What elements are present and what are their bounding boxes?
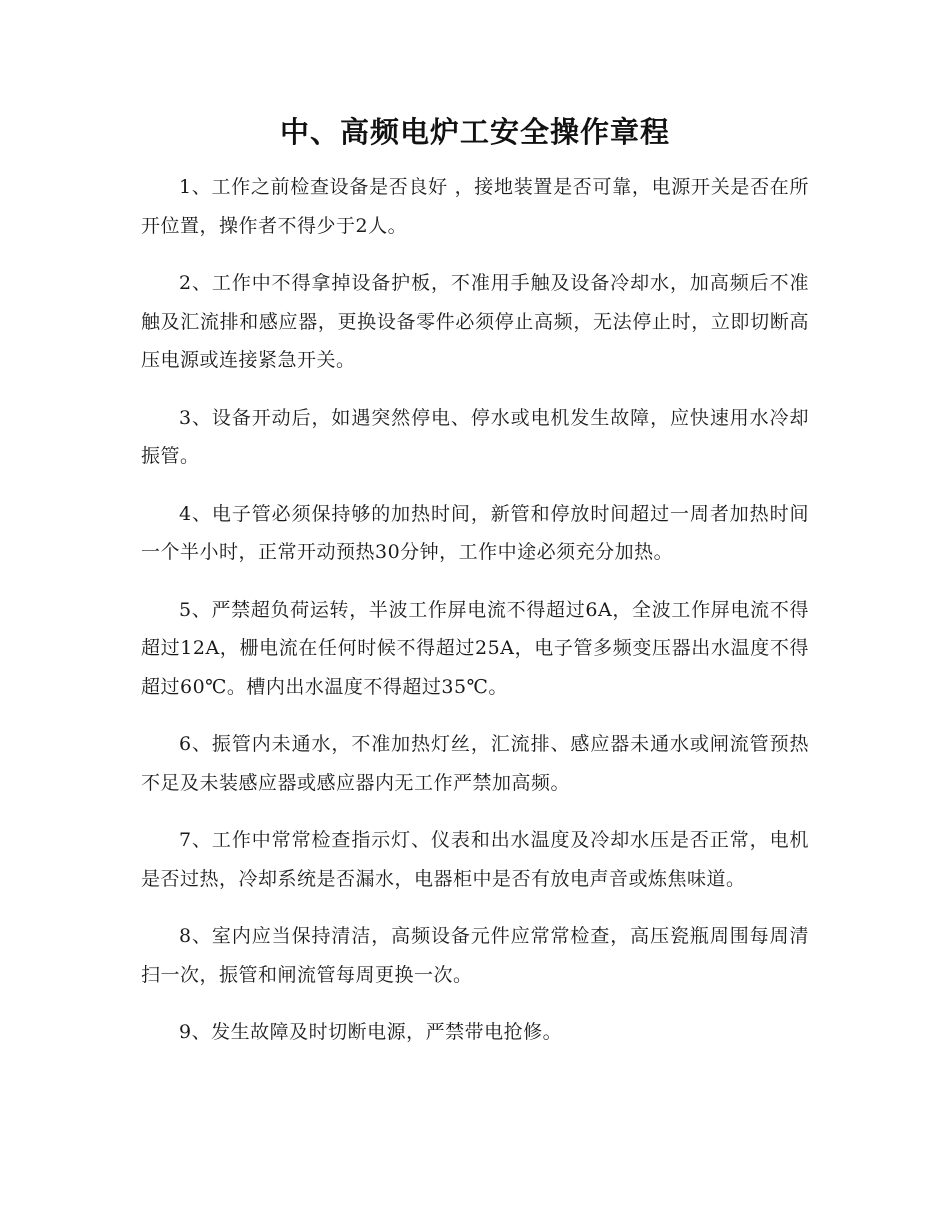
- rule-item: 4、电子管必须保持够的加热时间，新管和停放时间超过一周者加热时间一个半小时，正常开动预热30分钟，工作中途必须充分加热。: [141, 502, 809, 563]
- rules-list: [141, 168, 809, 1052]
- rule-item: 2、工作中不得拿掉设备护板，不准用手触及设备冷却水，加高频后不准触及汇流排和感应器，更换设备零件必须停止高频，无法停止时，立即切断高压电源或连接紧急开关。: [141, 272, 809, 371]
- rule-item: 8、室内应当保持清洁，高频设备元件应常常检查，高压瓷瓶周围每周清扫一次，振管和闸流管每周更换一次。: [141, 925, 809, 986]
- rule-item: 5、严禁超负荷运转，半波工作屏电流不得超过6A，全波工作屏电流不得超过12A，栅电流在任何时候不得超过25A，电子管多频变压器出水温度不得超过60℃。槽内出水温度不得超过35℃。: [141, 598, 809, 698]
- rule-item: 1、工作之前检查设备是否良好 ，接地装置是否可靠，电源开关是否在所开位置，操作者不得少于2人。: [141, 176, 809, 237]
- document-page: [141, 110, 809, 1071]
- rule-item: 6、振管内未通水，不准加热灯丝，汇流排、感应器未通水或闸流管预热不足及未装感应器或感应器内无工作严禁加高频。: [141, 733, 809, 794]
- document-title: 中、高频电炉工安全操作章程: [279, 115, 670, 149]
- rule-item: 7、工作中常常检查指示灯、仪表和出水温度及冷却水压是否正常，电机是否过热，冷却系统是否漏水，电器柜中是否有放电声音或炼焦味道。: [141, 829, 809, 890]
- rule-item: 9、发生故障及时切断电源，严禁带电抢修。: [179, 1021, 563, 1043]
- rule-item: 3、设备开动后，如遇突然停电、停水或电机发生故障，应快速用水冷却振管。: [141, 406, 809, 467]
